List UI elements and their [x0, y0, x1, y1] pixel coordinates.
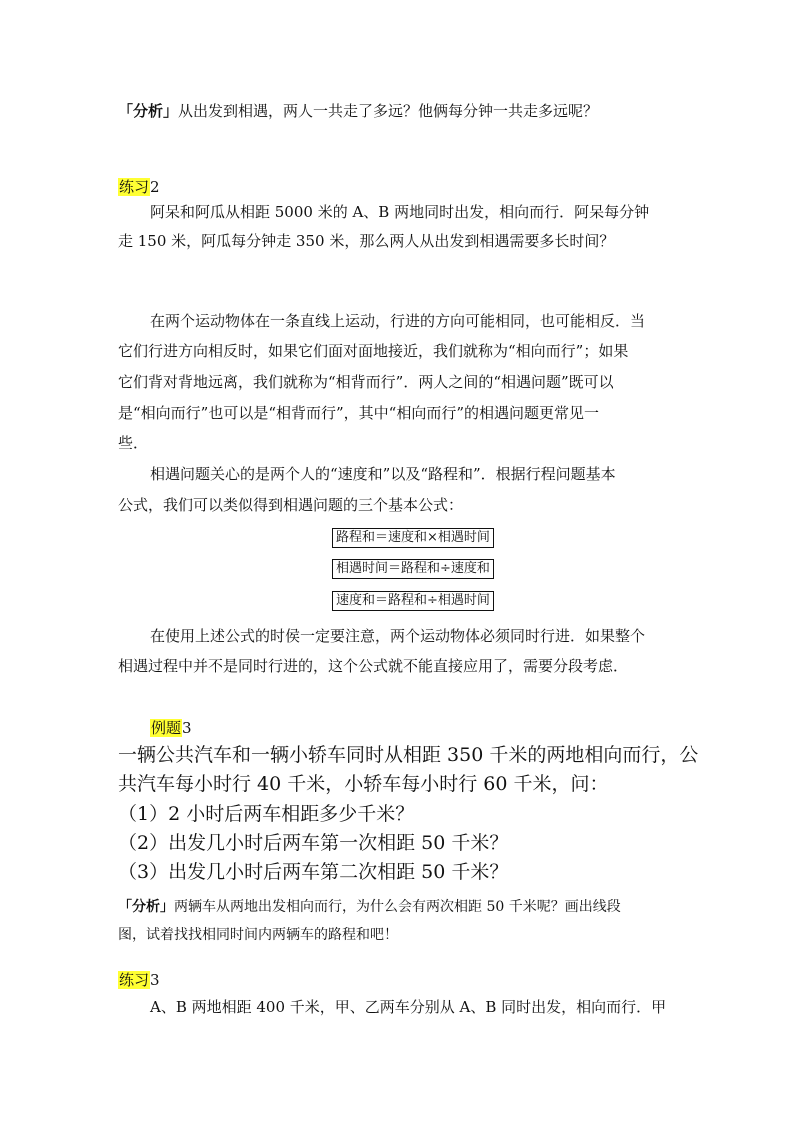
analysis-tag: 「分析」 — [118, 899, 174, 915]
analysis-text: 两辆车从两地出发相向而行，为什么会有两次相距 50 千米呢？画出线段 — [174, 899, 621, 915]
explain-p1-line-4: 是“相向而行”也可以是“相背而行”，其中“相向而行”的相遇问题更常见一 — [118, 404, 600, 422]
explain-p2-line-1: 相遇问题关心的是两个人的“速度和”以及“路程和”．根据行程问题基本 — [150, 465, 616, 483]
exercise-number: 3 — [150, 971, 160, 989]
exercise-2-line-1: 阿呆和阿瓜从相距 5000 米的 A、B 两地同时出发，相向而行．阿呆每分钟 — [150, 203, 650, 221]
explain-p2-line-2: 公式，我们可以类似得到相遇问题的三个基本公式： — [118, 496, 464, 514]
exercise-number: 2 — [150, 178, 160, 196]
example-3-question-3: （3）出发几小时后两车第二次相距 50 千米？ — [118, 861, 509, 883]
example-3-heading — [150, 718, 192, 738]
formula-box-2: 相遇时间＝路程和÷速度和 — [332, 559, 494, 579]
analysis-tag: 「分析」 — [118, 102, 179, 120]
exercise-tag: 练习 — [119, 971, 150, 989]
analysis-paragraph — [118, 101, 598, 121]
example-3-question-1: （1）2 小时后两车相距多少千米？ — [118, 803, 415, 825]
exercise-3-heading — [118, 970, 160, 990]
formula-box-1: 路程和＝速度和×相遇时间 — [332, 528, 494, 548]
example-number: 3 — [182, 719, 192, 737]
exercise-tag: 练习 — [119, 178, 150, 196]
explain-p3-line-2: 相遇过程中并不是同时行进的，这个公式就不能直接应用了，需要分段考虑． — [118, 657, 629, 675]
analysis-text: 从出发到相遇，两人一共走了多远？他俩每分钟一共走多远呢？ — [178, 102, 599, 120]
exercise-2-heading — [118, 177, 160, 197]
example-3-line-1: 一辆公共汽车和一辆小轿车同时从相距 350 千米的两地相向而行，公 — [118, 744, 699, 766]
example-3-question-2: （2）出发几小时后两车第一次相距 50 千米？ — [118, 832, 509, 854]
exercise-2-line-2: 走 150 米，阿瓜每分钟走 350 米，那么两人从出发到相遇需要多长时间？ — [118, 232, 615, 250]
exercise-3-line-1: A、B 两地相距 400 千米，甲、乙两车分别从 A、B 同时出发，相向而行．甲 — [150, 998, 667, 1016]
example-3-line-2: 共汽车每小时行 40 千米，小轿车每小时行 60 千米，问： — [118, 773, 609, 795]
explain-p1-line-2: 它们行进方向相反时，如果它们面对面地接近，我们就称为“相向而行”；如果 — [118, 342, 629, 360]
explain-p3-line-1: 在使用上述公式的时侯一定要注意，两个运动物体必须同时行进．如果整个 — [150, 627, 646, 645]
example-tag: 例题 — [151, 719, 182, 737]
example-3-analysis-line-1 — [118, 897, 621, 917]
example-3-analysis-line-2: 图，试着找找相同时间内两辆车的路程和吧！ — [118, 927, 398, 943]
formula-box-3: 速度和＝路程和÷相遇时间 — [332, 591, 494, 611]
explain-p1-line-1: 在两个运动物体在一条直线上运动，行进的方向可能相同，也可能相反．当 — [150, 312, 646, 330]
explain-p1-line-3: 它们背对背地远离，我们就称为“相背而行”．两人之间的“相遇问题”既可以 — [118, 373, 614, 391]
explain-p1-line-5: 些． — [118, 434, 149, 452]
